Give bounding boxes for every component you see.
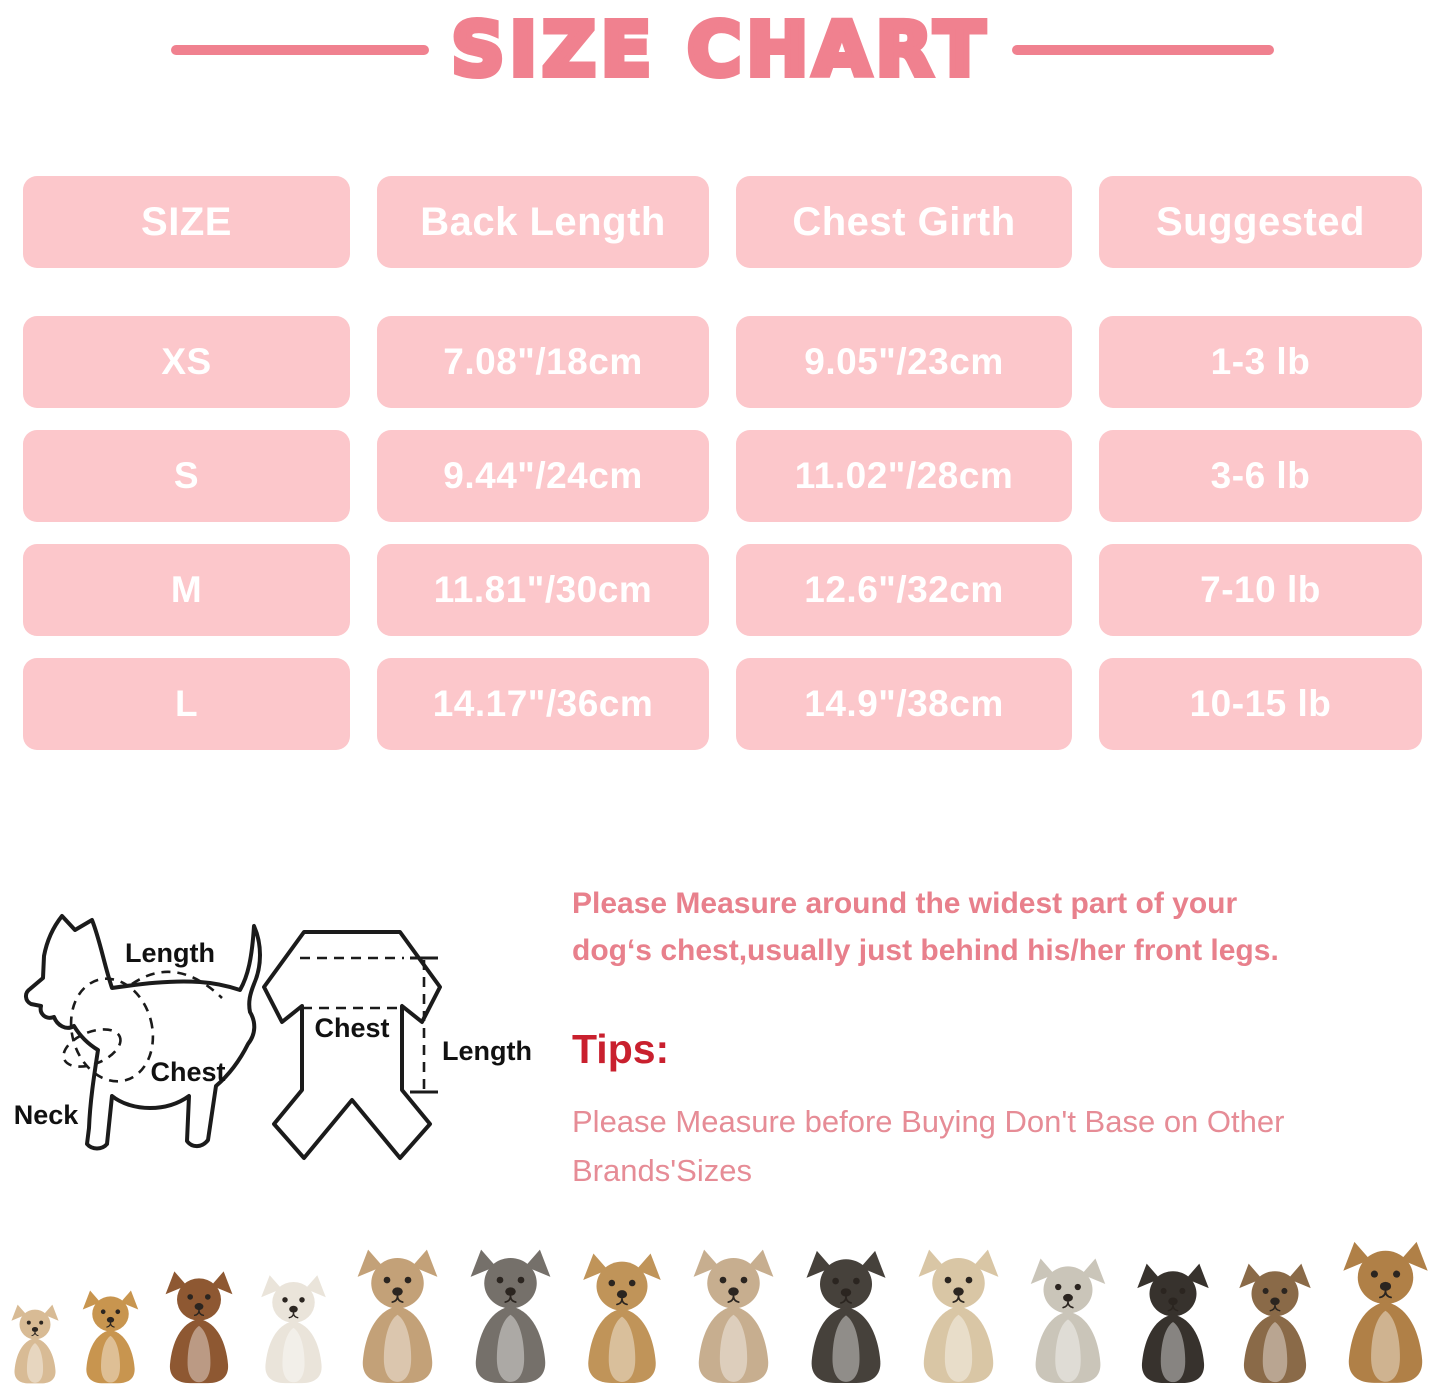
table-row-s — [23, 430, 1422, 522]
label-garment-chest: Chest — [314, 1013, 390, 1043]
page-title: SIZE CHART — [451, 7, 990, 93]
dog-photo-toy-poodle — [155, 1258, 243, 1384]
column-header-suggested: Suggested — [1099, 176, 1422, 268]
dog-photo-rat-terrier — [1019, 1244, 1117, 1384]
tips-text-line-1: Please Measure before Buying Don't Base on Other — [572, 1104, 1285, 1139]
cell-chest-girth: 14.9"/38cm — [736, 658, 1072, 750]
measuring-guide-section — [0, 880, 1445, 1212]
dog-breeds-row — [0, 1222, 1445, 1384]
dog-photo-miniature-schnauzer — [458, 1234, 563, 1384]
table-row-l — [23, 658, 1422, 750]
title-divider-left — [171, 45, 429, 55]
size-table — [23, 176, 1422, 750]
dog-photo-boston-terrier — [1126, 1250, 1220, 1384]
dog-photo-shih-tzu — [345, 1234, 450, 1384]
cell-suggested: 1-3 lb — [1099, 316, 1422, 408]
cell-chest-girth: 12.6"/32cm — [736, 544, 1072, 636]
column-header-chest-girth: Chest Girth — [736, 176, 1072, 268]
dog-photo-french-bulldog — [1228, 1250, 1322, 1384]
cell-suggested: 10-15 lb — [1099, 658, 1422, 750]
size-table-body — [23, 316, 1422, 750]
dog-photo-chihuahua — [4, 1296, 66, 1384]
tips-text — [572, 1097, 1284, 1195]
cell-size: M — [23, 544, 350, 636]
title-divider-right — [1012, 45, 1274, 55]
cell-chest-girth: 9.05"/23cm — [736, 316, 1072, 408]
cell-back-length: 14.17"/36cm — [377, 658, 709, 750]
column-header-back-length: Back Length — [377, 176, 709, 268]
column-header-size: SIZE — [23, 176, 350, 268]
cell-back-length: 9.44"/24cm — [377, 430, 709, 522]
cell-size: S — [23, 430, 350, 522]
size-table-header-row — [23, 176, 1422, 268]
label-garment-length: Length — [442, 1036, 532, 1066]
measure-note-line-1: Please Measure around the widest part of your — [572, 887, 1238, 920]
measuring-guide-text — [560, 880, 1284, 1212]
cell-back-length: 11.81"/30cm — [377, 544, 709, 636]
label-dog-neck: Neck — [13, 1100, 79, 1130]
label-dog-length: Length — [125, 938, 215, 968]
cell-size: L — [23, 658, 350, 750]
dog-photo-pug — [681, 1234, 786, 1384]
tips-text-line-2: Brands'Sizes — [572, 1153, 752, 1188]
cell-suggested: 3-6 lb — [1099, 430, 1422, 522]
cell-suggested: 7-10 lb — [1099, 544, 1422, 636]
dog-photo-havanese — [571, 1238, 673, 1384]
dog-photo-cavalier-king-charles — [794, 1236, 898, 1384]
cell-back-length: 7.08"/18cm — [377, 316, 709, 408]
garment-outline-drawing — [264, 932, 440, 1158]
tips-heading: Tips: — [572, 1026, 670, 1072]
cell-size: XS — [23, 316, 350, 408]
table-row-xs — [23, 316, 1422, 408]
measure-note-line-2: dog‘s chest,usually just behind his/her front legs. — [572, 934, 1279, 967]
dog-measurement-diagram — [0, 880, 560, 1210]
dog-photo-bichon-frise — [251, 1262, 336, 1384]
dog-photo-beagle — [1330, 1226, 1441, 1384]
size-chart-header — [0, 0, 1445, 92]
cell-chest-girth: 11.02"/28cm — [736, 430, 1072, 522]
dog-photo-poodle — [906, 1234, 1011, 1384]
table-row-m — [23, 544, 1422, 636]
measure-note — [572, 880, 1284, 974]
dog-photo-pomeranian — [74, 1280, 147, 1384]
label-dog-chest: Chest — [150, 1057, 226, 1087]
